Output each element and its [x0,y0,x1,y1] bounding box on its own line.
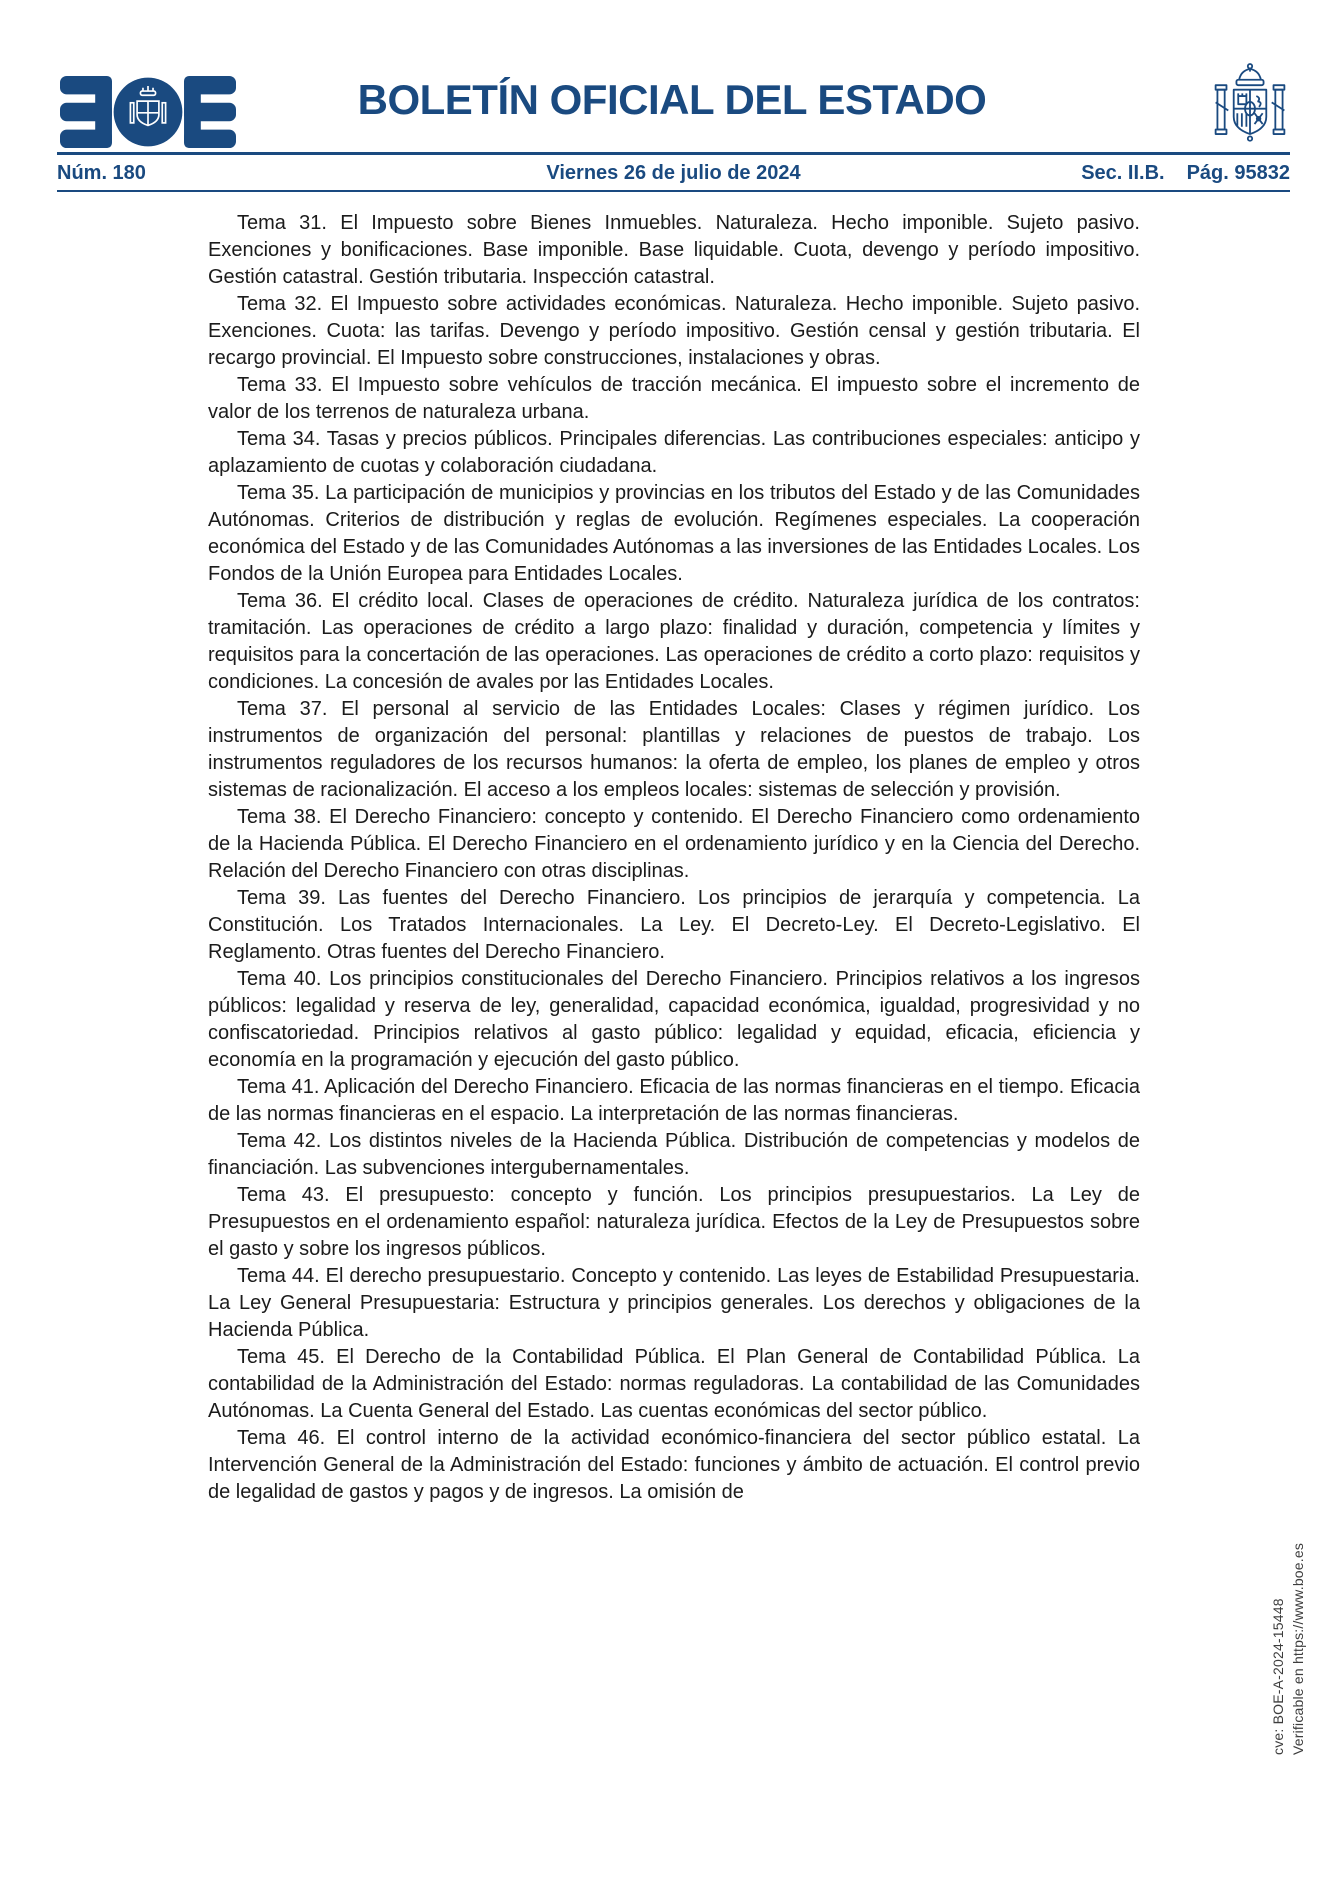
body-text [208,210,1140,1506]
topic-paragraph: Tema 34. Tasas y precios públicos. Principales diferencias. Las contribuciones especiales: anticipo y aplazamiento de cuotas y colaboración ciudadana. [208,428,1140,477]
topic-paragraph: Tema 32. El Impuesto sobre actividades económicas. Naturaleza. Hecho imponible. Sujeto pasivo. Exenciones. Cuota: las tarifas. Devengo y período impositivo. Gestión censal y gestión tributaria. El recargo provincial. El Impuesto sobre construcciones, instalaciones y obras. [208,293,1140,369]
topic-paragraph: Tema 46. El control interno de la actividad económico-financiera del sector público estatal. La Intervención General de la Administración del Estado: funciones y ámbito de actuación. El control previo de legalidad de gastos y pagos y de ingresos. La omisión de [208,1427,1140,1503]
publication-date: Viernes 26 de julio de 2024 [546,162,801,184]
issue-number: Núm. 180 [57,162,146,184]
section-page [1081,160,1290,186]
header-bar [57,160,1290,188]
topic-paragraph: Tema 44. El derecho presupuestario. Concepto y contenido. Las leyes de Estabilidad Presupuestaria. La Ley General Presupuestaria: Estructura y principios generales. Los derechos y obligaciones de la Hacienda Pública. [208,1265,1140,1341]
header-divider-top [57,152,1290,155]
cve-code: cve: BOE-A-2024-15448 [1270,1598,1286,1755]
topic-paragraph: Tema 41. Aplicación del Derecho Financiero. Eficacia de las normas financieras en el tiempo. Eficacia de las normas financieras en el espacio. La interpretación de las normas financieras. [208,1076,1140,1125]
page-number-label: Pág. 95832 [1186,162,1290,184]
page-title: BOLETÍN OFICIAL DEL ESTADO [357,76,987,123]
topic-paragraph: Tema 38. El Derecho Financiero: concepto y contenido. El Derecho Financiero como ordenamiento de la Hacienda Pública. El Derecho Financiero en el ordenamiento jurídico y en la Ciencia del Derecho. Relación del Derecho Financiero con otras disciplinas. [208,806,1140,882]
header-divider-bottom [57,190,1290,192]
topic-paragraph: Tema 35. La participación de municipios y provincias en los tributos del Estado y de las Comunidades Autónomas. Criterios de distribución y reglas de evolución. Regímenes especiales. La cooperación económica del Estado y de las Comunidades Autónomas a las inversiones de las Entidades Locales. Los Fondos de la Unión Europea para Entidades Locales. [208,482,1140,585]
topic-paragraph: Tema 36. El crédito local. Clases de operaciones de crédito. Naturaleza jurídica de los contratos: tramitación. Las operaciones de crédito a largo plazo: finalidad y duración, competencia y límites y requisitos para la concertación de las operaciones. Las operaciones de crédito a corto plazo: requisitos y condiciones. La concesión de avales por las Entidades Locales. [208,590,1140,693]
topic-paragraph: Tema 45. El Derecho de la Contabilidad Pública. El Plan General de Contabilidad Pública. La contabilidad de la Administración del Estado: normas reguladoras. La contabilidad de las Comunidades Autónomas. La Cuenta General del Estado. Las cuentas económicas del sector público. [208,1346,1140,1422]
verification-url: Verificable en https://www.boe.es [1290,1542,1306,1755]
topic-paragraph: Tema 33. El Impuesto sobre vehículos de tracción mecánica. El impuesto sobre el incremento de valor de los terrenos de naturaleza urbana. [208,374,1140,423]
masthead [0,0,1344,152]
topic-paragraph: Tema 40. Los principios constitucionales del Derecho Financiero. Principios relativos a los ingresos públicos: legalidad y reserva de ley, generalidad, capacidad económica, igualdad, progresividad y no confiscatoriedad. Principios relativos al gasto público: legalidad y equidad, eficacia, eficiencia y economía en la programación y ejecución del gasto público. [208,968,1140,1071]
topic-paragraph: Tema 43. El presupuesto: concepto y función. Los principios presupuestarios. La Ley de Presupuestos en el ordenamiento español: naturaleza jurídica. Efectos de la Ley de Presupuestos sobre el gasto y sobre los ingresos públicos. [208,1184,1140,1260]
topic-paragraph: Tema 39. Las fuentes del Derecho Financiero. Los principios de jerarquía y competencia. La Constitución. Los Tratados Internacionales. La Ley. El Decreto-Ley. El Decreto-Legislativo. El Reglamento. Otras fuentes del Derecho Financiero. [208,887,1140,963]
topic-paragraph: Tema 37. El personal al servicio de las Entidades Locales: Clases y régimen jurídico. Los instrumentos de organización del personal: plantillas y relaciones de puestos de trabajo. Los instrumentos reguladores de los recursos humanos: la oferta de empleo, los planes de empleo y otros sistemas de racionalización. El acceso a los empleos locales: sistemas de selección y provisión. [208,698,1140,801]
spain-coat-of-arms-icon [1212,62,1288,150]
topic-paragraph: Tema 42. Los distintos niveles de la Hacienda Pública. Distribución de competencias y modelos de financiación. Las subvenciones intergubernamentales. [208,1130,1140,1179]
topic-paragraph: Tema 31. El Impuesto sobre Bienes Inmuebles. Naturaleza. Hecho imponible. Sujeto pasivo. Exenciones y bonificaciones. Base imponible. Base liquidable. Cuota, devengo y período impositivo. Gestión catastral. Gestión tributaria. Inspección catastral. [208,212,1140,288]
section-label: Sec. II.B. [1081,162,1165,184]
